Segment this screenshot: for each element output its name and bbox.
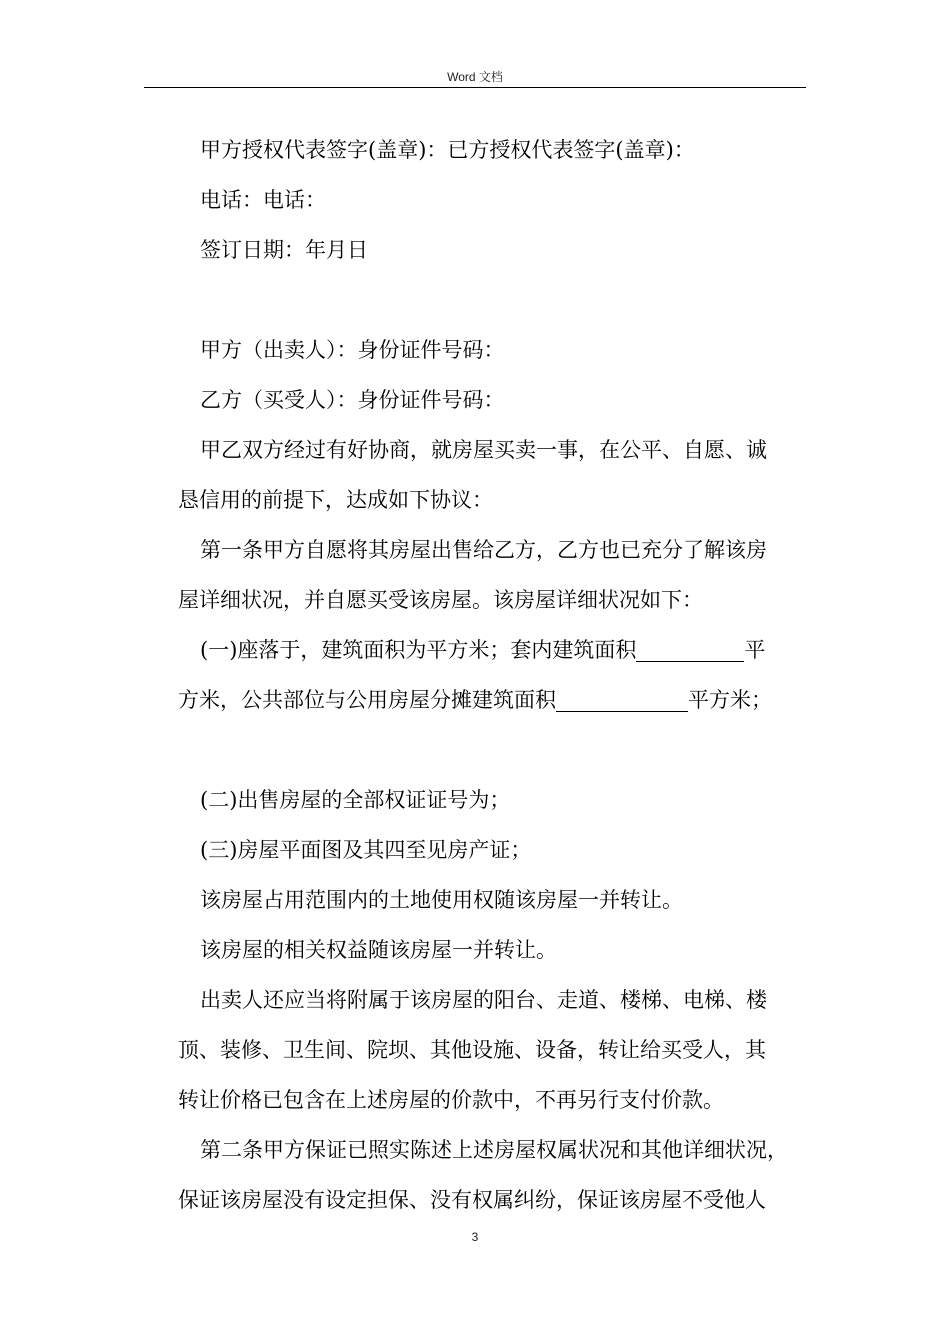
item-3-line: (三)房屋平面图及其四至见房产证； (200, 838, 532, 862)
attachments-paragraph-line: 出卖人还应当将附属于该房屋的阳台、走道、楼梯、电梯、楼 (200, 988, 767, 1012)
attachments-paragraph-line: 顶、装修、卫生间、院坝、其他设施、设备，转让给买受人，其 (178, 1038, 766, 1062)
intro-paragraph-line: 恳信用的前提下，达成如下协议： (178, 488, 493, 512)
sign-date-line: 签订日期：年月日 (200, 238, 368, 262)
article-1-line: 屋详细状况，并自愿买受该房屋。该房屋详细状况如下： (178, 588, 703, 612)
item-1-line (200, 638, 765, 662)
inner-area-blank (636, 640, 744, 662)
attachments-paragraph-line: 转让价格已包含在上述房屋的价款中，不再另行支付价款。 (178, 1088, 724, 1112)
item-1-text: (一)座落于，建筑面积为平方米；套内建筑面积 (200, 638, 637, 662)
article-1-line: 第一条甲方自愿将其房屋出售给乙方，乙方也已充分了解该房 (200, 538, 767, 562)
page-number: 3 (471, 1230, 479, 1244)
item-1-text-unit: 平 (744, 638, 766, 662)
party-a-line: 甲方（出卖人）：身份证件号码： (200, 338, 505, 362)
article-2-line: 保证该房屋没有设定担保、没有权属纠纷，保证该房屋不受他人 (178, 1188, 766, 1212)
item-1-text: 方米，公共部位与公用房屋分摊建筑面积 (178, 688, 556, 712)
party-b-line: 乙方（买受人）：身份证件号码： (200, 388, 505, 412)
item-1-text-unit: 平方米； (688, 688, 772, 712)
signature-line: 甲方授权代表签字(盖章)：已方授权代表签字(盖章)： (200, 138, 695, 162)
phone-line: 电话：电话： (200, 188, 326, 212)
shared-area-blank (556, 690, 688, 712)
land-use-line: 该房屋占用范围内的土地使用权随该房屋一并转让。 (200, 888, 683, 912)
article-2-line: 第二条甲方保证已照实陈述上述房屋权属状况和其他详细状况， (200, 1138, 788, 1162)
item-2-line: (二)出售房屋的全部权证证号为； (200, 788, 511, 812)
intro-paragraph-line: 甲乙双方经过有好协商，就房屋买卖一事，在公平、自愿、诚 (200, 438, 767, 462)
header-rule (144, 87, 806, 88)
page-header: Word 文档 (447, 70, 503, 84)
item-1-line (178, 688, 772, 712)
rights-line: 该房屋的相关权益随该房屋一并转让。 (200, 938, 557, 962)
